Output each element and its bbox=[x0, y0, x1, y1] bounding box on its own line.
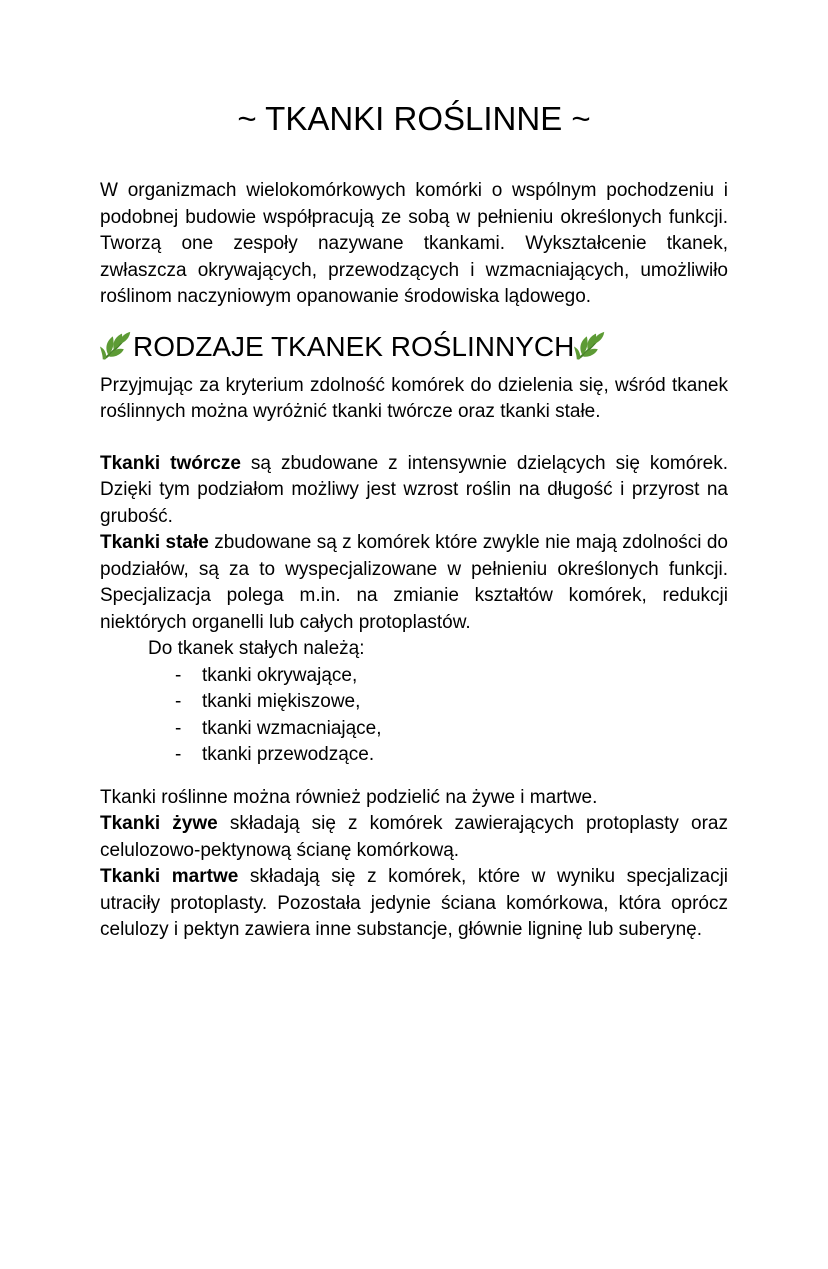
tkanki-martwe-paragraph bbox=[100, 864, 728, 944]
tkanki-zywe-paragraph bbox=[100, 811, 728, 864]
list-item-label: tkanki okrywające, bbox=[202, 664, 358, 686]
alive-dead-intro: Tkanki roślinne można również podzielić na żywe i martwe. bbox=[100, 786, 598, 808]
tkanki-tworcze-lead: Tkanki twórcze bbox=[100, 452, 241, 474]
permanent-tissues-list-intro: Do tkanek stałych należą: bbox=[148, 638, 365, 659]
list-item-label: tkanki miękiszowe, bbox=[202, 691, 361, 712]
list-item-label: tkanki wzmacniające, bbox=[202, 717, 382, 739]
page-title: ~ TKANKI ROŚLINNE ~ bbox=[237, 100, 591, 137]
herb-leaf-icon bbox=[100, 330, 133, 363]
tkanki-stale-paragraph bbox=[100, 530, 728, 636]
document-page bbox=[0, 100, 828, 1269]
tkanki-zywe-lead: Tkanki żywe bbox=[100, 813, 218, 834]
criteria-paragraph: Przyjmując za kryterium zdolność komórek do dzielenia się, wśród tkanek roślinnych można wyróżnić tkanki twórcze oraz tkanki stałe. bbox=[100, 374, 728, 422]
section-heading-row bbox=[100, 329, 728, 365]
herb-leaf-icon bbox=[574, 330, 607, 363]
list-item bbox=[100, 663, 728, 690]
tkanki-tworcze-text: są zbudowane z intensywnie dzielących się komórek. Dzięki tym podziałom możliwy jest wzrost roślin na długość i przyrost na grubość. bbox=[100, 452, 729, 527]
tkanki-tworcze-paragraph bbox=[100, 451, 728, 531]
list-item bbox=[100, 716, 728, 743]
document-body bbox=[0, 100, 828, 1269]
tkanki-stale-text: zbudowane są z komórek które zwykle nie mają zdolności do podziałów, są za to wyspecjalizowane w pełnieniu określonych funkcji. Specjalizacja polega m.in. na zmianie kształtów komórek, redukcji niektórych organelli lub całych protoplastów. bbox=[100, 532, 728, 633]
permanent-tissues-list bbox=[100, 663, 728, 769]
dash-bullet: - bbox=[175, 717, 182, 739]
tkanki-martwe-lead: Tkanki martwe bbox=[100, 866, 239, 887]
dash-bullet: - bbox=[175, 664, 182, 686]
list-item-label: tkanki przewodzące. bbox=[202, 744, 375, 765]
tkanki-stale-lead: Tkanki stałe bbox=[100, 532, 209, 553]
tkanki-zywe-text: składają się z komórek zawierających protoplasty oraz celulozowo-pektynową ścianę komórkową. bbox=[100, 813, 728, 861]
section-heading: RODZAJE TKANEK ROŚLINNYCH bbox=[133, 330, 575, 362]
list-item bbox=[100, 689, 728, 716]
intro-paragraph: W organizmach wielokomórkowych komórki o wspólnym pochodzeniu i podobnej budowie współpracują ze sobą w pełnieniu określonych funkcji. Tworzą one zespoły nazywane tkankami. Wykształcenie tkanek, zwłaszcza okrywających, przewodzących i wzmacniających, umożliwiło roślinom naczyniowym opanowanie środowiska lądowego. bbox=[100, 180, 728, 307]
dash-bullet: - bbox=[175, 691, 182, 712]
list-item bbox=[100, 742, 728, 769]
tkanki-martwe-text: składają się z komórek, które w wyniku specjalizacji utraciły protoplasty. Pozostała jedynie ściana komórkowa, która oprócz celulozy i pektyn zawiera inne substancje, głównie ligninę lub suberynę. bbox=[100, 866, 729, 940]
dash-bullet: - bbox=[175, 744, 182, 765]
